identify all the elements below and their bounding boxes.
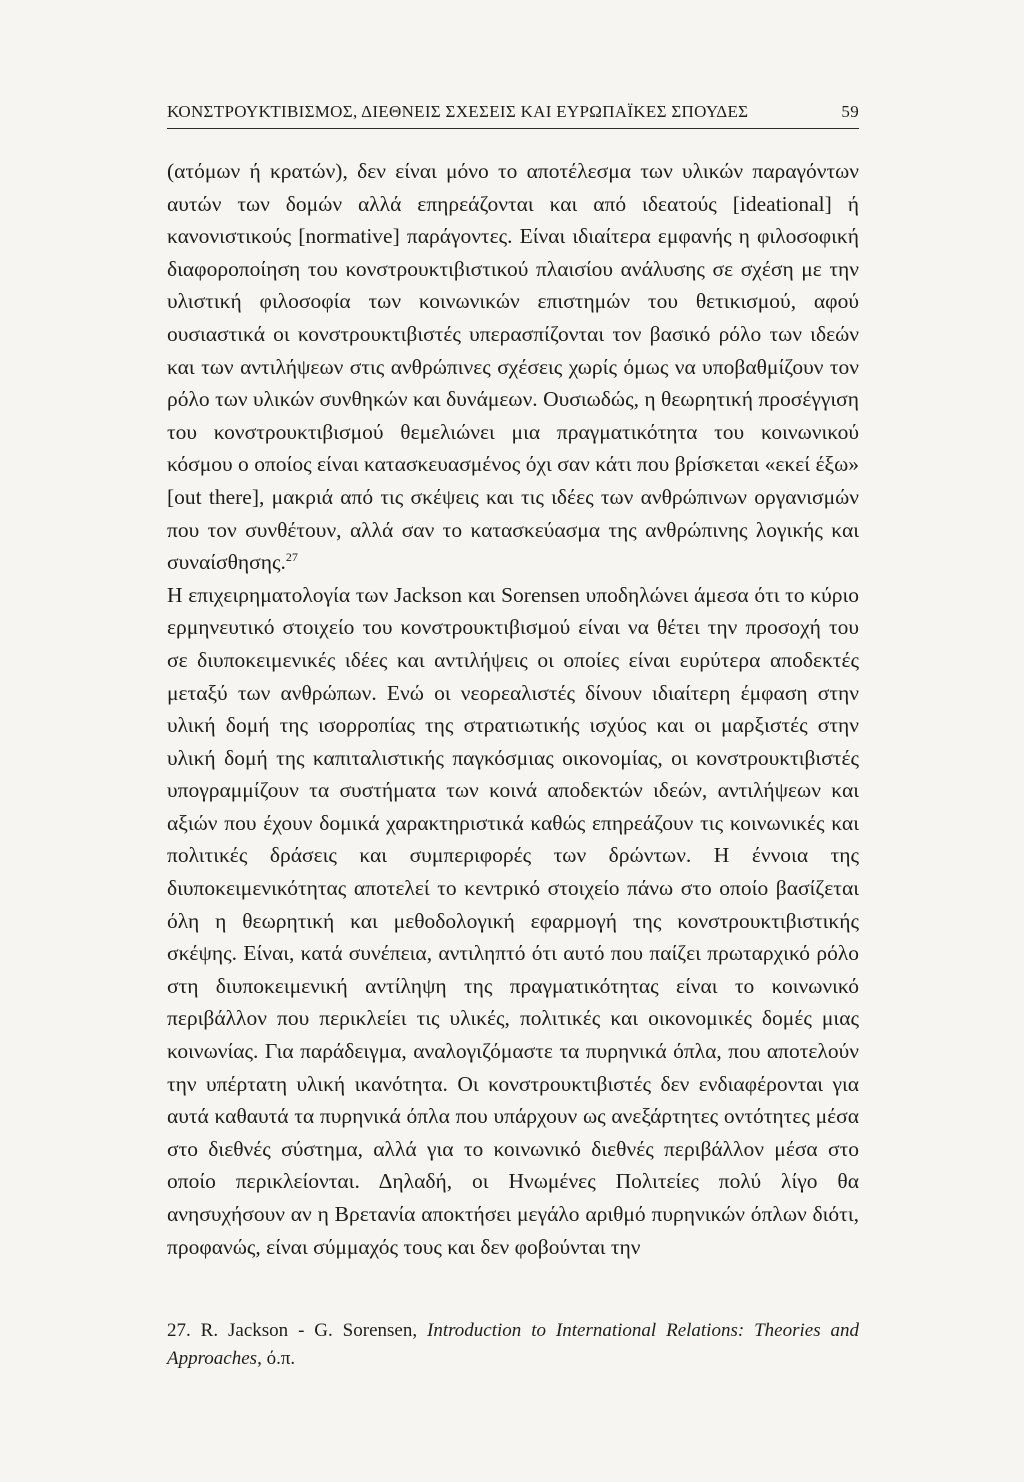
footnote-reference[interactable]: 27: [285, 549, 298, 564]
main-text: [167, 155, 859, 1263]
paragraph: [167, 155, 859, 579]
paragraph: Η επιχειρηματολογία των Jackson και Sorensen υποδηλώνει άμεσα ότι το κύριο ερμηνευτικό στοιχείο του κονστρουκτιβισμού είναι να θέτει την προσοχή του σε διυποκειμενικές ιδέες και αντιλήψεις οι οποίες είναι ευρύτερα αποδεκτές μεταξύ των ανθρώπων. Ενώ οι νεορεαλιστές δίνουν ιδιαίτερη έμφαση στην υλική δομή της ισορροπίας της στρατιωτικής ισχύος και οι μαρξιστές στην υλική δομή της καπιταλιστικής παγκόσμιας οικονομίας, οι κονστρουκτιβιστές υπογραμμίζουν τα συστήματα των κοινά αποδεκτών ιδεών, αντιλήψεων και αξιών που έχουν δομικά χαρακτηριστικά καθώς επηρεάζουν τις κοινωνικές και πολιτικές δράσεις και συμπεριφορές των δρώντων. Η έννοια της διυποκειμενικότητας αποτελεί το κεντρικό στοιχείο πάνω στο οποίο βασίζεται όλη η θεωρητική και μεθοδολογική εφαρμογή της κονστρουκτιβιστικής σκέψης. Είναι, κατά συνέπεια, αντιληπτό ότι αυτό που παίζει πρωταρχικό ρόλο στη διυποκειμενική αντίληψη της πραγματικότητας είναι το κοινωνικό περιβάλλον που περικλείει τις υλικές, πολιτικές και οικονομικές δομές μιας κοινωνίας. Για παράδειγμα, αναλογιζόμαστε τα πυρηνικά όπλα, που αποτελούν την υπέρτατη υλική ικανότητα. Οι κονστρουκτιβιστές δεν ενδιαφέρονται για αυτά καθαυτά τα πυρηνικά όπλα που υπάρχουν ως ανεξάρτητες οντότητες μέσα στο διεθνές σύστημα, αλλά για το κοινωνικό διεθνές περιβάλλον μέσα στο οποίο περικλείονται. Δηλαδή, οι Ηνωμένες Πολιτείες πολύ λίγο θα ανησυχήσουν αν η Βρετανία αποκτήσει μεγάλο αριθμό πυρηνικών όπλων διότι, προφανώς, είναι σύμμαχός τους και δεν φοβούνται την: [167, 582, 859, 1259]
running-header: [167, 102, 859, 129]
footnote-book-title: Introduction to International Relations: Theories and Approaches: [167, 1320, 860, 1370]
footnote-tail: , ό.π.: [257, 1348, 296, 1370]
page-number: 59: [841, 102, 859, 121]
paragraph-text: (ατόμων ή κρατών), δεν είναι μόνο το αποτέλεσμα των υλικών παραγόντων αυτών των δομών αλλά επηρεάζονται και από ιδεατούς [ideational] ή κανονιστικούς [normative] παράγοντες. Είναι ιδιαίτερα εμφανής η φιλοσοφική διαφοροποίηση του κονστρουκτιβιστικού πλαισίου ανάλυσης σε σχέση με την υλιστική φιλοσοφία των κοινωνικών επιστημών του θετικισμού, αφού ουσιαστικά οι κονστρουκτιβιστές υπερασπίζονται τον βασικό ρόλο των ιδεών και των αντιλήψεων στις ανθρώπινες σχέσεις χωρίς όμως να υποβαθμίζουν τον ρόλο των υλικών συνθηκών και δυνάμεων. Ουσιωδώς, η θεωρητική προσέγγιση του κονστρουκτιβισμού θεμελιώνει μια πραγματικότητα του κοινωνικού κόσμου ο οποίος είναι κατασκευασμένος όχι σαν κάτι που βρίσκεται «εκεί έξω» [out there], μακριά από τις σκέψεις και τις ιδέες των ανθρώπινων οργανισμών που τον συνθέτουν, αλλά σαν το κατασκεύασμα της ανθρώπινης λογικής και συναίσθησης.: [167, 159, 859, 575]
book-page: [167, 102, 859, 1373]
footnote: [167, 1317, 859, 1373]
running-title: ΚΟΝΣΤΡΟΥΚΤΙΒΙΣΜΟΣ, ΔΙΕΘΝΕΙΣ ΣΧΕΣΕΙΣ ΚΑΙ ΕΥΡΩΠΑΪΚΕΣ ΣΠΟΥΔΕΣ: [167, 102, 749, 121]
footnote-citation: 27. R. Jackson - G. Sorensen,: [167, 1320, 428, 1342]
